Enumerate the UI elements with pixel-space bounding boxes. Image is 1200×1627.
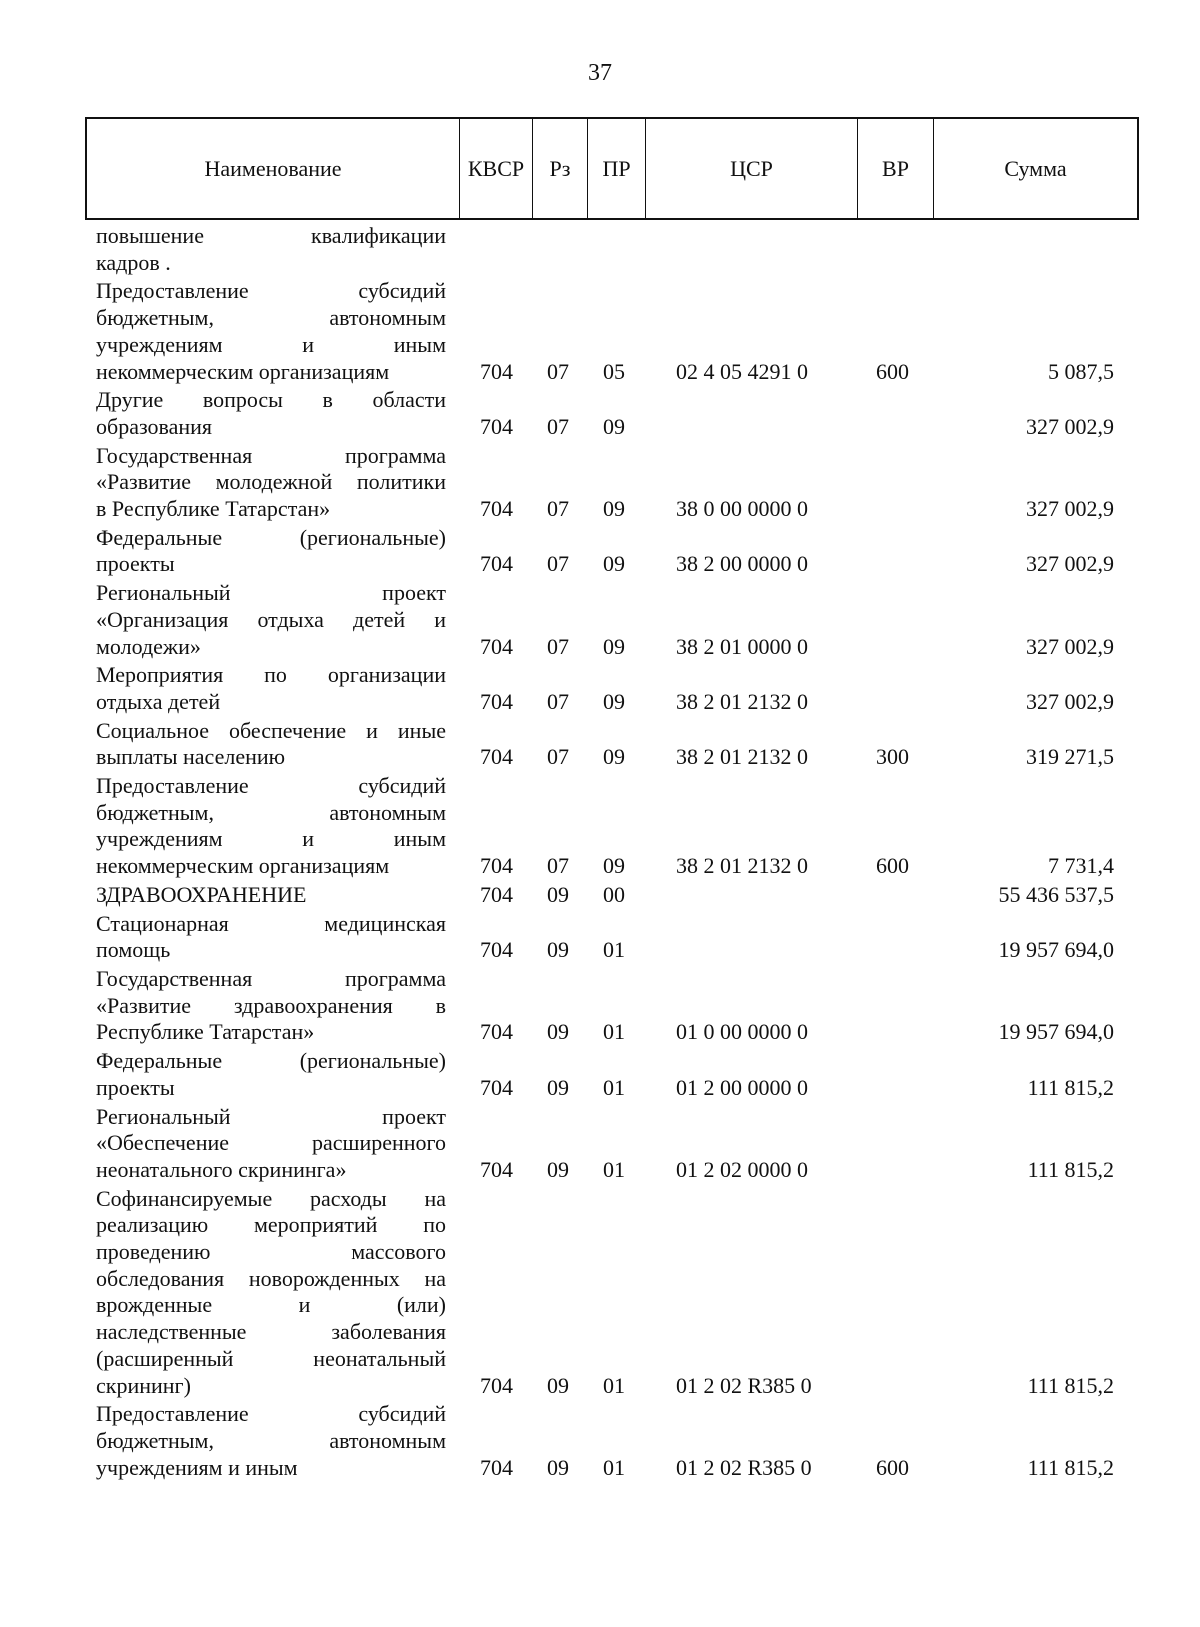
row-name-line: врожденные и (или) <box>96 1292 446 1318</box>
row-name <box>96 662 446 715</box>
cell-kvsr: 704 <box>480 1074 513 1100</box>
row-name <box>96 443 446 523</box>
table-row <box>0 1104 1200 1184</box>
cell-sum: 19 957 694,0 <box>998 1019 1114 1045</box>
table-row <box>0 1186 1200 1400</box>
cell-kvsr: 704 <box>480 937 513 963</box>
row-name-line: молодежи» <box>96 633 201 659</box>
cell-csr: 38 2 00 0000 0 <box>676 551 808 577</box>
row-name-line: учреждениям и иным <box>96 826 446 852</box>
table-row <box>0 1401 1200 1481</box>
row-name <box>96 1104 446 1184</box>
row-name-line: (расширенный неонатальный <box>96 1345 446 1371</box>
row-name-line: в Республике Татарстан» <box>96 496 331 522</box>
cell-kvsr: 704 <box>480 551 513 577</box>
header-sum: Сумма <box>1004 155 1067 181</box>
row-name-line: кадров . <box>96 249 171 275</box>
row-name-line: образования <box>96 413 213 439</box>
cell-csr: 38 2 01 0000 0 <box>676 633 808 659</box>
row-name-line: учреждениям и иным <box>96 1454 298 1480</box>
cell-sum: 111 815,2 <box>1027 1156 1114 1182</box>
cell-kvsr: 704 <box>480 1019 513 1045</box>
row-name-line: неонатального скрининга» <box>96 1156 347 1182</box>
table-row <box>0 1048 1200 1101</box>
row-name-line: обследования новорожденных на <box>96 1265 446 1291</box>
row-name-line: повышение квалификации <box>96 223 446 248</box>
cell-pr: 01 <box>603 1454 625 1480</box>
row-name-line: Предоставление субсидий <box>96 1401 446 1427</box>
cell-vr: 600 <box>876 358 909 384</box>
row-name-line: Социальное обеспечение и иные <box>96 717 446 743</box>
cell-kvsr: 704 <box>480 688 513 714</box>
cell-csr: 38 2 01 2132 0 <box>676 744 808 770</box>
cell-csr: 38 0 00 0000 0 <box>676 496 808 522</box>
cell-kvsr: 704 <box>480 744 513 770</box>
cell-sum: 55 436 537,5 <box>998 881 1114 907</box>
cell-sum: 19 957 694,0 <box>998 937 1114 963</box>
row-name-line: скрининг) <box>96 1372 191 1398</box>
cell-csr: 02 4 05 4291 0 <box>676 358 808 384</box>
table-row <box>0 525 1200 578</box>
cell-csr: 01 2 02 R385 0 <box>676 1454 812 1480</box>
cell-vr: 600 <box>876 1454 909 1480</box>
row-name-line: некоммерческим организациям <box>96 853 390 879</box>
row-name-line: реализацию мероприятий по <box>96 1212 446 1238</box>
row-name <box>96 718 446 771</box>
table-row <box>0 278 1200 385</box>
row-name <box>96 525 446 578</box>
cell-vr: 600 <box>876 853 909 879</box>
table-row <box>0 718 1200 771</box>
row-name-line: бюджетным, автономным <box>96 799 446 825</box>
cell-sum: 7 731,4 <box>1048 853 1114 879</box>
cell-kvsr: 704 <box>480 496 513 522</box>
cell-csr: 01 2 00 0000 0 <box>676 1074 808 1100</box>
row-name-line: ЗДРАВООХРАНЕНИЕ <box>96 881 307 907</box>
cell-pr: 09 <box>603 413 625 439</box>
cell-sum: 111 815,2 <box>1027 1454 1114 1480</box>
row-name-line: Региональный проект <box>96 1103 446 1129</box>
row-name <box>96 387 446 440</box>
cell-rz: 09 <box>547 881 569 907</box>
cell-rz: 07 <box>547 496 569 522</box>
cell-kvsr: 704 <box>480 1454 513 1480</box>
row-name-line: проекты <box>96 1074 175 1100</box>
row-name-line: бюджетным, автономным <box>96 1427 446 1453</box>
row-name-line: некоммерческим организациям <box>96 358 390 384</box>
row-name <box>96 966 446 1046</box>
cell-sum: 5 087,5 <box>1048 358 1114 384</box>
row-name-line: выплаты населению <box>96 744 286 770</box>
row-name <box>96 773 446 880</box>
row-name-line: Предоставление субсидий <box>96 773 446 799</box>
cell-kvsr: 704 <box>480 881 513 907</box>
cell-pr: 09 <box>603 744 625 770</box>
cell-rz: 07 <box>547 688 569 714</box>
cell-pr: 01 <box>603 1019 625 1045</box>
cell-rz: 09 <box>547 1454 569 1480</box>
row-name-line: Софинансируемые расходы на <box>96 1185 446 1211</box>
row-name <box>96 882 446 909</box>
cell-vr: 300 <box>876 744 909 770</box>
cell-csr: 01 0 00 0000 0 <box>676 1019 808 1045</box>
cell-sum: 327 002,9 <box>1026 496 1114 522</box>
row-name <box>96 911 446 964</box>
cell-pr: 09 <box>603 688 625 714</box>
table-row <box>0 443 1200 523</box>
row-name-line: бюджетным, автономным <box>96 305 446 331</box>
cell-kvsr: 704 <box>480 633 513 659</box>
cell-pr: 05 <box>603 358 625 384</box>
cell-pr: 09 <box>603 633 625 659</box>
cell-rz: 07 <box>547 744 569 770</box>
cell-rz: 07 <box>547 853 569 879</box>
cell-sum: 327 002,9 <box>1026 551 1114 577</box>
header-pr: ПР <box>588 119 646 218</box>
row-name-line: Федеральные (региональные) <box>96 1048 446 1074</box>
row-name <box>96 1186 446 1400</box>
table-body <box>0 223 1200 1481</box>
cell-kvsr: 704 <box>480 1372 513 1398</box>
row-name-line: «Развитие молодежной политики <box>96 469 446 495</box>
cell-rz: 09 <box>547 1372 569 1398</box>
cell-rz: 07 <box>547 358 569 384</box>
row-name-line: «Организация отдыха детей и <box>96 606 446 632</box>
header-kvsr: КВСР <box>460 119 533 218</box>
row-name <box>96 1048 446 1101</box>
cell-kvsr: 704 <box>480 358 513 384</box>
row-name <box>96 1401 446 1481</box>
row-name-line: Предоставление субсидий <box>96 278 446 304</box>
cell-sum: 327 002,9 <box>1026 413 1114 439</box>
row-name-line: Республике Татарстан» <box>96 1019 315 1045</box>
cell-csr: 38 2 01 2132 0 <box>676 688 808 714</box>
cell-csr: 38 2 01 2132 0 <box>676 853 808 879</box>
table-row <box>0 882 1200 909</box>
row-name-line: «Обеспечение расширенного <box>96 1130 446 1156</box>
cell-rz: 07 <box>547 551 569 577</box>
cell-rz: 09 <box>547 1074 569 1100</box>
header-csr: ЦСР <box>646 119 858 218</box>
cell-sum: 327 002,9 <box>1026 688 1114 714</box>
row-name-line: Федеральные (региональные) <box>96 524 446 550</box>
page-number: 37 <box>588 60 612 86</box>
row-name-line: Мероприятия по организации <box>96 662 446 688</box>
cell-pr: 09 <box>603 496 625 522</box>
table-row <box>0 580 1200 660</box>
table-row <box>0 223 1200 276</box>
cell-pr: 01 <box>603 937 625 963</box>
header-rz: Рз <box>533 119 588 218</box>
row-name-line: отдыха детей <box>96 688 221 714</box>
cell-rz: 07 <box>547 633 569 659</box>
table-row <box>0 387 1200 440</box>
cell-kvsr: 704 <box>480 1156 513 1182</box>
header-vr: ВР <box>858 119 934 218</box>
row-name-line: проведению массового <box>96 1239 446 1265</box>
row-name-line: помощь <box>96 937 171 963</box>
cell-pr: 01 <box>603 1074 625 1100</box>
cell-sum: 111 815,2 <box>1027 1074 1114 1100</box>
cell-pr: 09 <box>603 551 625 577</box>
cell-pr: 01 <box>603 1156 625 1182</box>
row-name <box>96 580 446 660</box>
cell-pr: 09 <box>603 853 625 879</box>
row-name-line: Региональный проект <box>96 580 446 606</box>
cell-pr: 00 <box>603 881 625 907</box>
table-row <box>0 662 1200 715</box>
table-row <box>0 911 1200 964</box>
cell-rz: 09 <box>547 937 569 963</box>
row-name-line: «Развитие здравоохранения в <box>96 992 446 1018</box>
row-name-line: Государственная программа <box>96 965 446 991</box>
row-name <box>96 278 446 385</box>
cell-kvsr: 704 <box>480 853 513 879</box>
cell-rz: 07 <box>547 413 569 439</box>
cell-sum: 327 002,9 <box>1026 633 1114 659</box>
cell-pr: 01 <box>603 1372 625 1398</box>
cell-sum: 319 271,5 <box>1026 744 1114 770</box>
row-name-line: учреждениям и иным <box>96 331 446 357</box>
header-name: Наименование <box>87 119 460 218</box>
cell-kvsr: 704 <box>480 413 513 439</box>
table-row <box>0 966 1200 1046</box>
cell-sum: 111 815,2 <box>1027 1372 1114 1398</box>
row-name-line: Другие вопросы в области <box>96 387 446 413</box>
cell-rz: 09 <box>547 1156 569 1182</box>
row-name <box>96 223 446 276</box>
row-name-line: проекты <box>96 551 175 577</box>
row-name-line: наследственные заболевания <box>96 1319 446 1345</box>
cell-rz: 09 <box>547 1019 569 1045</box>
table-header <box>85 117 1139 220</box>
row-name-line: Государственная программа <box>96 442 446 468</box>
cell-csr: 01 2 02 0000 0 <box>676 1156 808 1182</box>
row-name-line: Стационарная медицинская <box>96 910 446 936</box>
cell-csr: 01 2 02 R385 0 <box>676 1372 812 1398</box>
table-row <box>0 773 1200 880</box>
